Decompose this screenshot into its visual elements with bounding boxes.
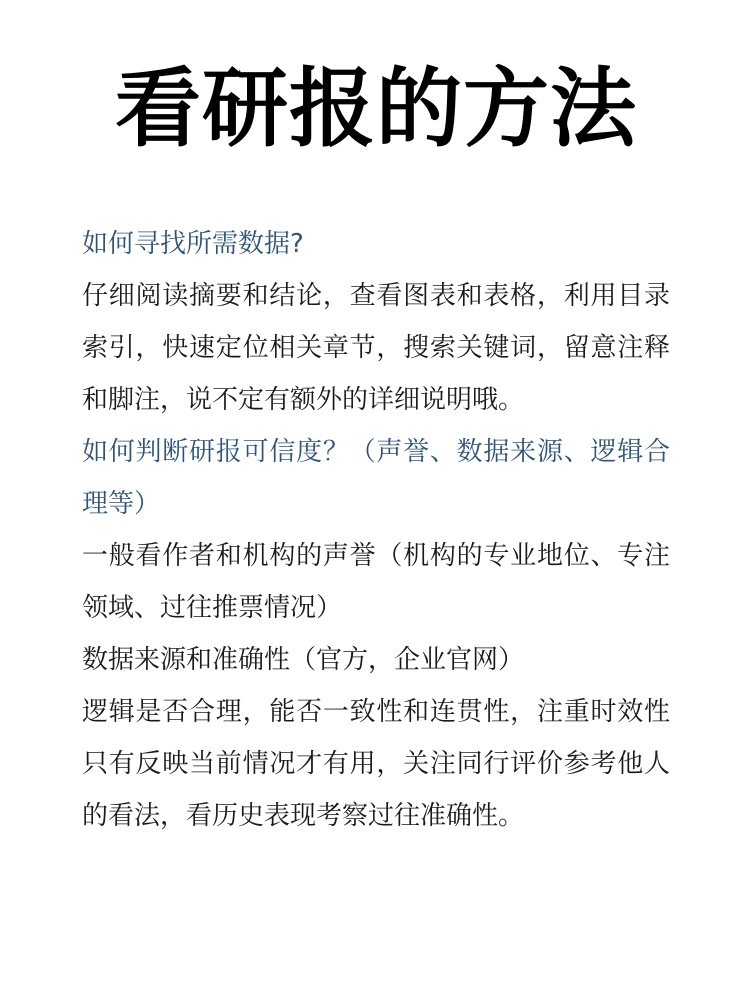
question-credibility: 如何判断研报可信度？（声誉、数据来源、逻辑合理等） (82, 437, 670, 519)
answer-credibility-logic: 逻辑是否合理，能否一致性和连贯性，注重时效性只有反映当前情况才有用，关注同行评价参考他人的看法，看历史表现考察过往准确性。 (82, 697, 670, 831)
answer-credibility-data-source: 数据来源和准确性（官方，企业官网） (82, 645, 525, 675)
answer-credibility-reputation: 一般看作者和机构的声誉（机构的专业地位、专注领域、过往推票情况） (82, 541, 670, 623)
page-title: 看研报的方法 (115, 59, 637, 159)
answer-find-data: 仔细阅读摘要和结论，查看图表和表格，利用目录索引，快速定位相关章节，搜索关键词，留意注释和脚注，说不定有额外的详细说明哦。 (82, 281, 670, 415)
question-find-data: 如何寻找所需数据? (82, 229, 304, 259)
article-body (82, 218, 670, 842)
